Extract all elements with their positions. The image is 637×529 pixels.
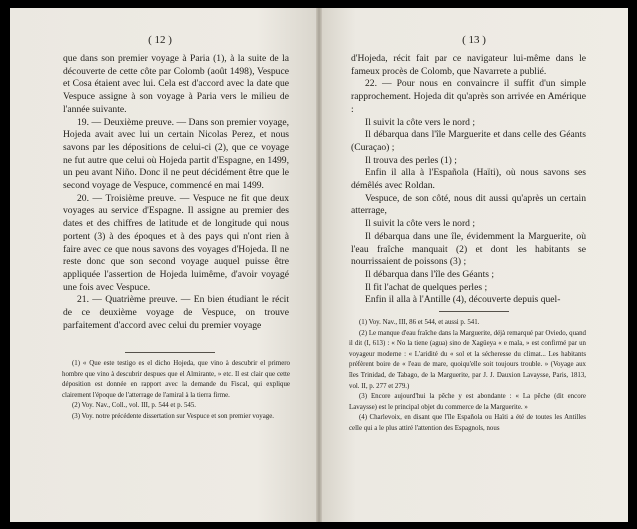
paragraph: d'Hojeda, récit fait par ce navigateur lui-même dans le fameux procès de Colomb, que Navarrete a publié. [351,53,586,77]
footnote: (2) Le manque d'eau fraîche dans la Marguerite, déjà remarqué par Oviedo, quand il dit (I, 613) : « No la tiene (agua) sino de Xagüeya « e mala, » est confirmé par un voyageur moderne : « L'aridité du « sol et la sécheresse du climat... Les habitants préfèrent boire de « l'eau de mare, quoiqu'elle soit toujours trouble. » (Voyage aux îles Trinidad, de Tabago, de la Marguerite, par J. J. Dauxion Lavaysse, Paris, 1813, vol. II, p. 277 et 279.) [349,329,586,390]
list-line: Il débarqua dans l'île Marguerite et dans celle des Géants (Curaçao) ; [351,129,586,153]
footnote: (1) « Que este testigo es el dicho Hojeda, que vino à descubrir el primero hombre que vino à descubrir despues que el Almirante, » etc. Il est clair que cette déposition est donnée en rapport avec la demande du Fiscal, qui explique clairement l'époque de l'atterrage de l'amiral à la tierra firme. [62,360,290,399]
main-text [351,53,586,307]
paragraph: 19. — Deuxième preuve. — Dans son premier voyage, Hojeda avait avec lui un certain Nicolas Perez, et nous savons par les dépositions de celui-ci (2), que ce voyage ne fut autre que celui où Hojeda partit d'Espagne, en 1499, un peu avant Niño. Donc il ne peut décidément être que le second voyage de Vespuce, commencé en mai 1499. [63,116,289,192]
list-line: Il fit l'achat de quelques perles ; [365,281,488,293]
paragraph: 20. — Troisième preuve. — Vespuce ne fit que deux voyages au service d'Espagne. Il assigne au premier des dates et des chiffres de latitude et de longitude qui nous portent (3) à des époques et à des pays qui n'ont rien à faire avec ce que nous savons des voyages d'Hojeda. Il ne reste donc que son second voyage auquel puisse être appliquée l'assertion de Hojeda luimême, d'avoir voyagé une fois avec Vespuce. [63,192,289,293]
book-spread [10,8,628,522]
footnote-divider [439,311,509,312]
footnote-divider [125,352,215,353]
paragraph: Vespuce, de son côté, nous dit aussi qu'après un certain atterrage, [351,192,586,217]
footnote: (1) Voy. Nav., III, 86 et 544, et aussi p. 541. [359,319,480,326]
footnotes [349,318,586,435]
list-line: Il débarqua dans une île, évidemment la Marguerite, où l'eau fraîche manquait (2) et dont les habitants se nourrissaient de poissons (3) ; [351,230,586,268]
list-line: Enfin il alla à l'Española (Haïti), où nous savons ses démêlés avec Roldan. [351,167,586,192]
main-text [63,53,289,332]
list-line: Il trouva des perles (1) ; [365,154,457,166]
footnote: (4) Charlevoix, en disant que l'île Española ou Haïti a été de toutes les Antilles celle qui a le plus attiré l'attention des Espagnols, nous [349,414,586,432]
paragraph: 22. — Pour nous en convaincre il suffit d'un simple rapprochement. Hojeda dit qu'après son arrivée en Amérique : [351,78,586,115]
paragraph: que dans son premier voyage à Paria (1), à la suite de la découverte de cette côte par Colomb (août 1498), Vespuce et Cosa étaient avec lui. Cela est d'accord avec la date que Vespuce assigne à son voyage à Paria vers le milieu de l'année suivante. [63,53,289,115]
list-line: Enfin il alla à l'Antille (4), découverte depuis quel- [365,294,561,306]
footnote: (3) Encore aujourd'hui la pêche y est abondante : « La pêche (dit encore Lavaysse) est le principal objet du commerce de la Marguerite. » [349,393,586,411]
list-line: Il suivit la côte vers le nord ; [365,116,476,128]
footnote: (2) Voy. Nav., Coll., vol. III, p. 544 et p. 545. [72,402,197,410]
list-line: Il suivit la côte vers le nord ; [365,218,476,230]
left-page [10,8,319,522]
footnotes [62,359,290,423]
right-page [319,8,628,522]
page-number: ( 13 ) [462,34,486,46]
page-number: ( 12 ) [148,34,172,46]
list-line: Il débarqua dans l'île des Géants ; [365,268,495,280]
book-gutter [316,8,322,522]
footnote: (3) Voy. notre précédente dissertation sur Vespuce et son premier voyage. [72,412,274,420]
paragraph: 21. — Quatrième preuve. — En bien étudiant le récit de ce deuxième voyage de Vespuce, on trouve parfaitement d'accord avec celui du premier voyage [63,294,289,331]
